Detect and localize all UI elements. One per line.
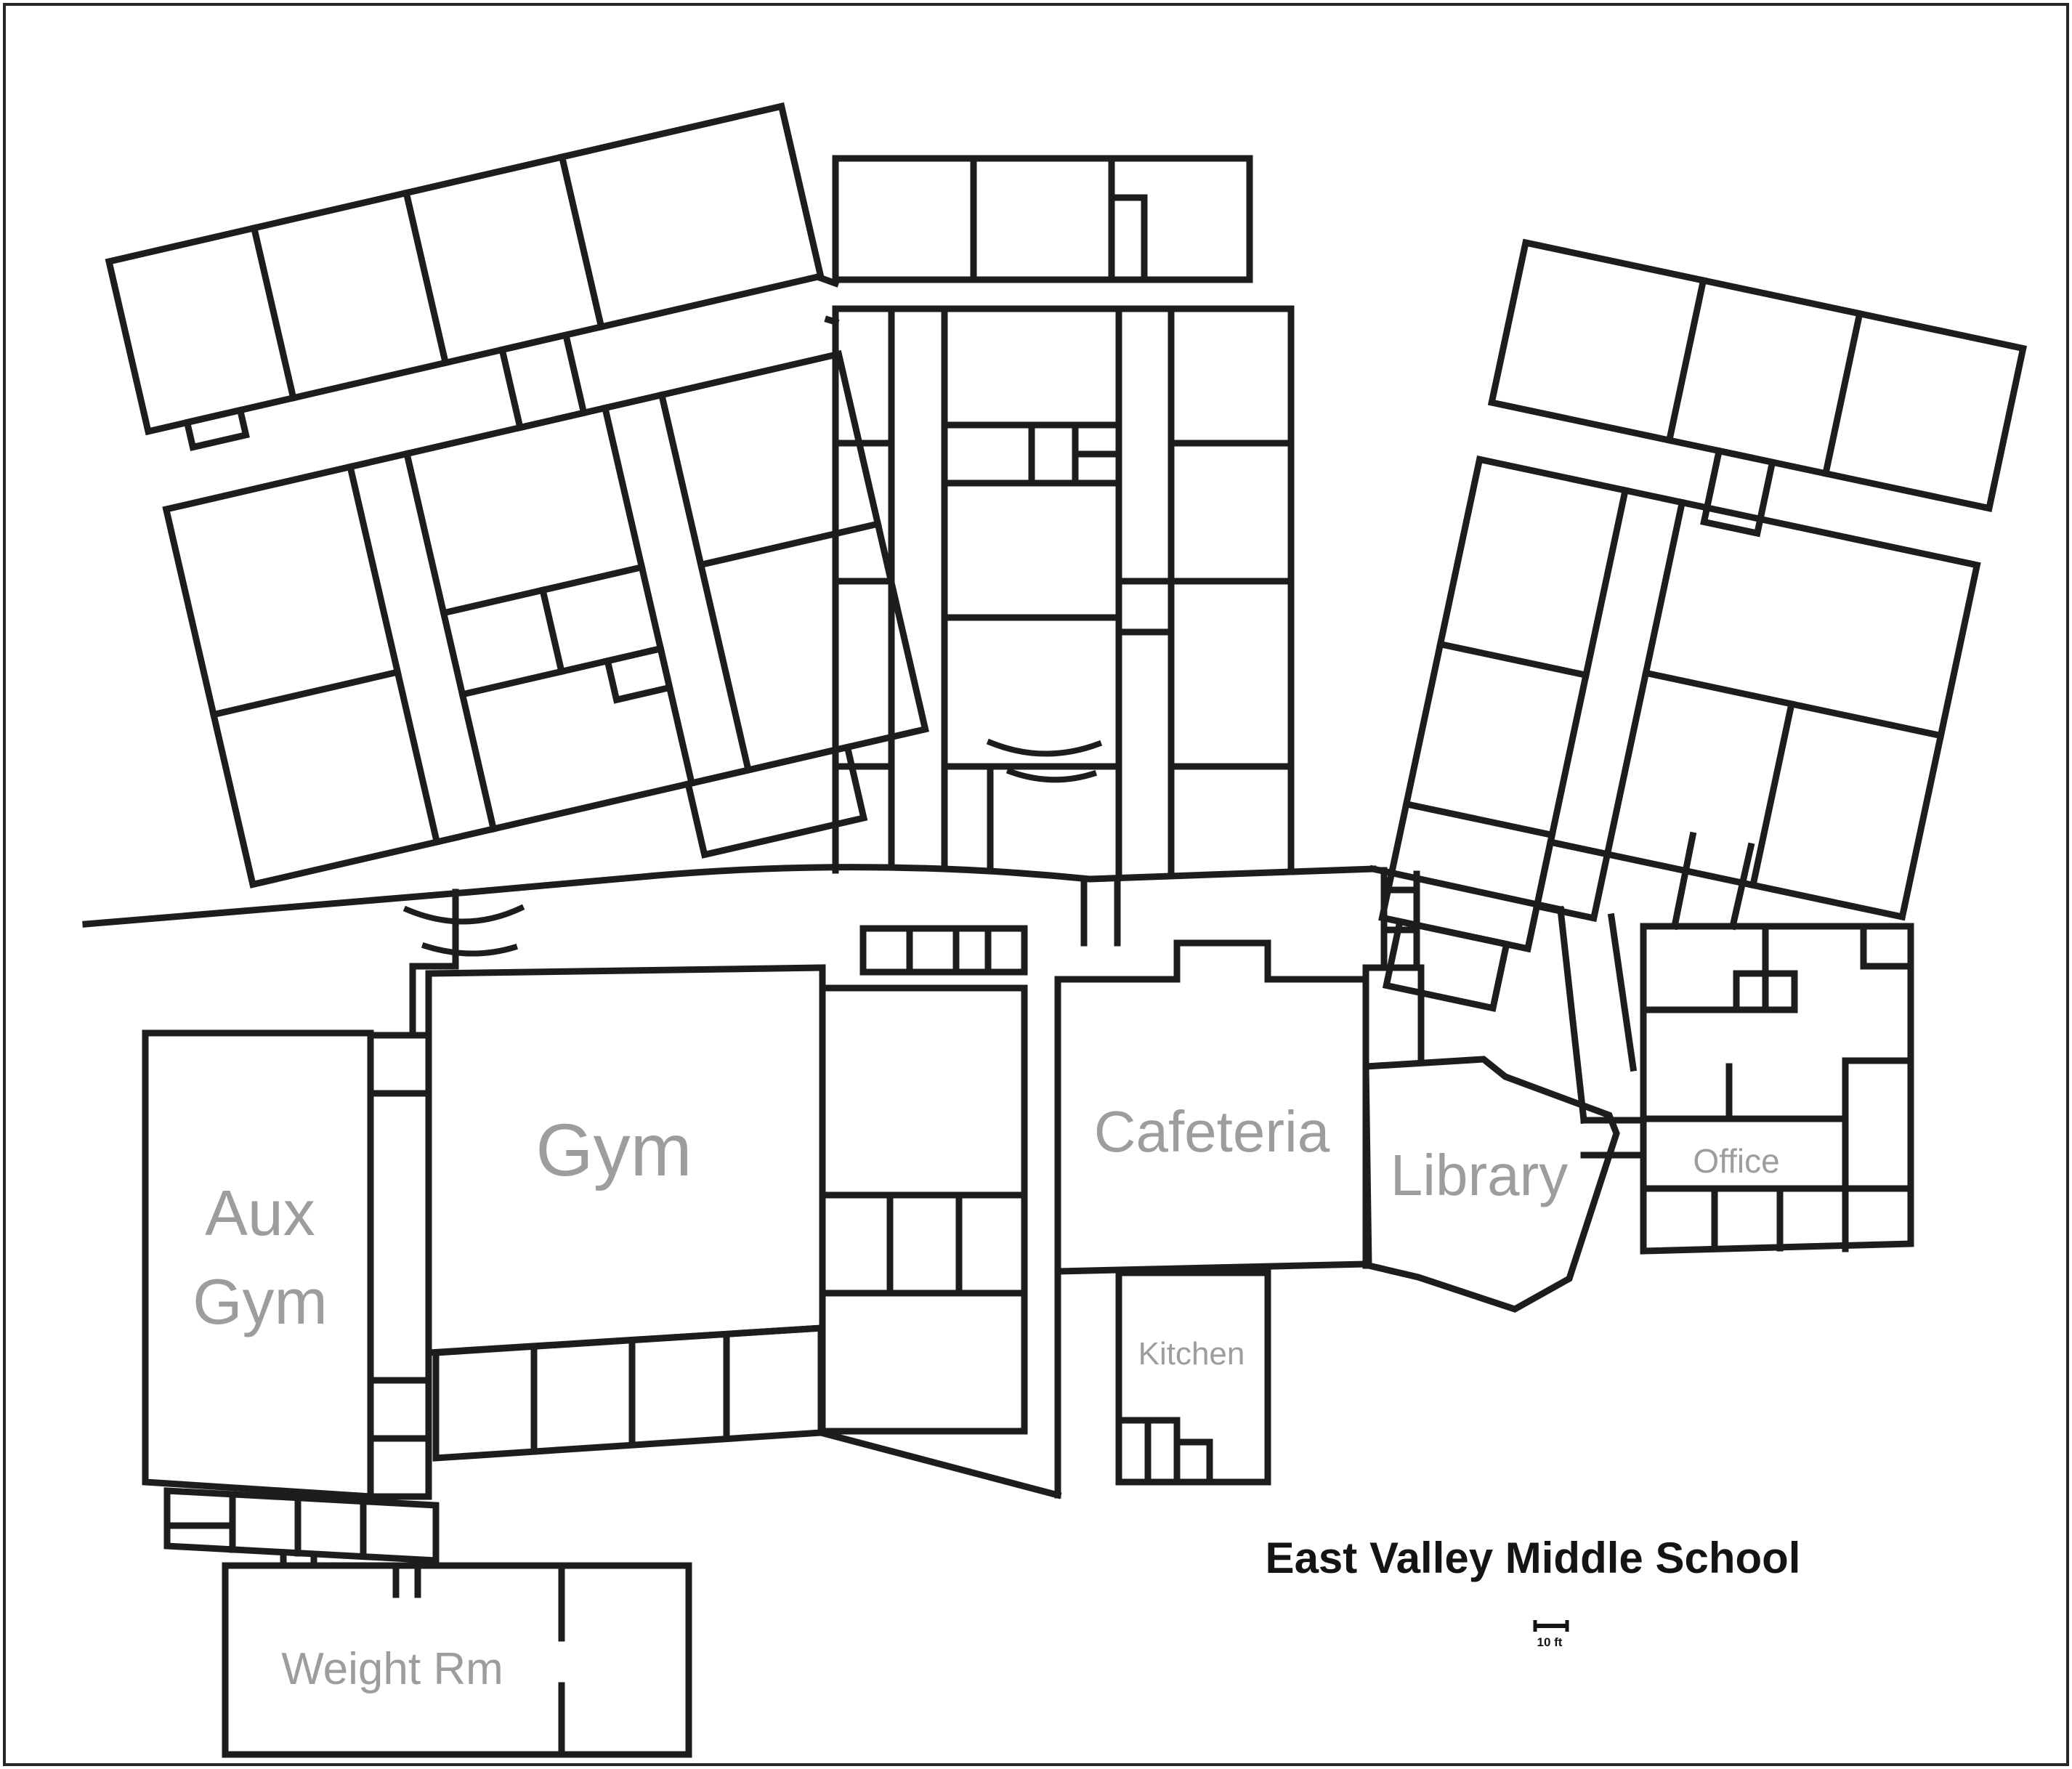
wall-segment [1492, 243, 2023, 509]
wall-segment [835, 158, 1250, 280]
room-label-office: Office [1693, 1142, 1780, 1180]
wall-segment [371, 1380, 429, 1438]
wall-segment [371, 1035, 429, 1093]
wall-segment [835, 309, 1291, 872]
wall-segment [214, 672, 397, 714]
wall-segment [436, 1328, 821, 1458]
wall-segment [1826, 314, 1860, 474]
wall-segment [406, 193, 445, 363]
cafeteria-room [1058, 943, 1366, 1495]
wall-segment [1611, 917, 1633, 1068]
wall-segment [1550, 490, 1625, 842]
wall-segment [543, 590, 562, 671]
wall-segment [1119, 581, 1171, 632]
cafeteria-block [822, 943, 1366, 1495]
room-label-library: Library [1390, 1143, 1569, 1207]
wall-segment [1675, 835, 1693, 926]
wall-segment [1010, 772, 1093, 780]
wall-segment [863, 928, 1024, 972]
wall-segment [822, 988, 1024, 1195]
wall-segment [822, 1195, 1024, 1293]
wall-segment [1753, 704, 1792, 885]
wall-segment [254, 228, 294, 398]
room-label-gym: Gym [535, 1109, 692, 1191]
wing-left [109, 106, 942, 955]
wall-segment [1112, 198, 1144, 280]
wall-segment [607, 649, 669, 700]
aux-gym-room [145, 1033, 371, 1497]
wall-segment [990, 742, 1098, 754]
wing-right [1369, 243, 2023, 1088]
kitchen-room [1119, 1273, 1268, 1482]
wall-segment [187, 410, 246, 448]
wing-middle [835, 158, 1291, 875]
scale-bar-label: 10 ft [1537, 1635, 1563, 1649]
wall-segment [425, 946, 514, 954]
room-label-cafeteria: Cafeteria [1093, 1099, 1330, 1164]
wall-segment [1670, 280, 1704, 440]
room-label-aux-gym-line1: Aux [205, 1177, 315, 1249]
wall-segment [1441, 644, 1587, 676]
gym-block [145, 928, 1058, 1754]
spine-corridor [86, 835, 1751, 1155]
wall-segment [822, 1293, 1024, 1431]
wall-segment [166, 354, 926, 884]
office-block [1643, 926, 1911, 1251]
wall-segment [701, 524, 878, 564]
wall-segment [1863, 926, 1911, 966]
wall-segment [1561, 910, 1584, 1120]
room-label-kitchen: Kitchen [1138, 1336, 1245, 1372]
wall-segment [821, 1433, 1058, 1495]
wall-segment [1177, 1442, 1210, 1482]
wall-segment [407, 908, 521, 922]
wall-segment [1407, 804, 1553, 835]
room-label-aux-gym-line2: Gym [193, 1266, 328, 1337]
wall-segment [562, 157, 602, 327]
room-label-weight-room: Weight Rm [281, 1644, 503, 1694]
scale-bar [1535, 1620, 1567, 1649]
map-title: East Valley Middle School [1265, 1534, 1801, 1582]
